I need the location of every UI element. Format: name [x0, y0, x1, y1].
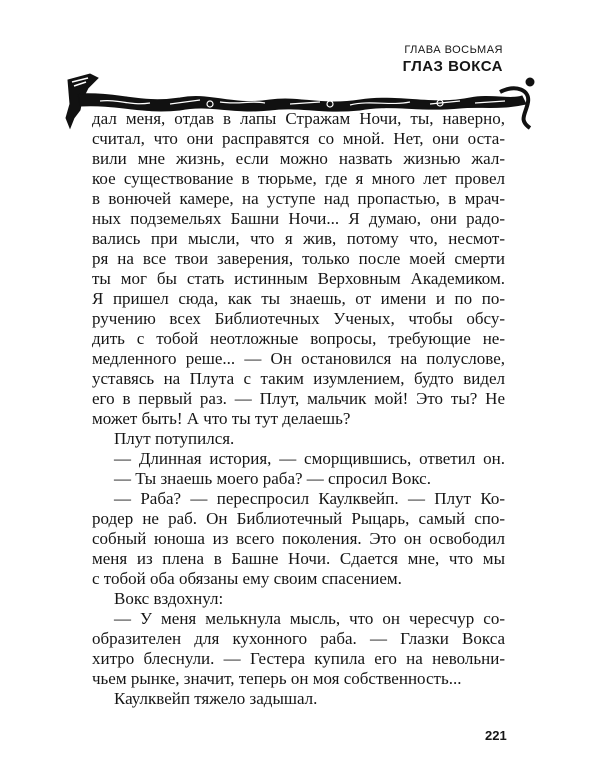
text-line: может быть! А что ты тут делаешь? — [92, 409, 351, 428]
text-line: медленного реше... — Он остановился на полуслове, — [92, 349, 505, 368]
text-line: в вонючей камере, на уступе над пропастью, в мрач- — [92, 189, 505, 208]
text-line: кое существование в тюрьме, где я много лет провел — [92, 169, 505, 188]
text-line: — Ты знаешь моего раба? — спросил Вокс. — [114, 469, 431, 488]
text-line: Я пришел сюда, как ты знаешь, от имени и по по- — [92, 289, 505, 308]
text-line: меня из плена в Башне Ночи. Сдается мне, что мы — [92, 549, 505, 568]
text-line: Каулквейп тяжело задышал. — [114, 689, 318, 708]
text-line: — У меня мелькнула мысль, что он чересчур со- — [114, 609, 505, 628]
text-line: ручению всех Библиотечных Ученых, чтобы обсу- — [92, 309, 505, 328]
text-line: вались при мысли, что я жив, потому что, несмот- — [92, 229, 505, 248]
text-line: считал, что они расправятся со мной. Нет, они оста- — [92, 129, 505, 148]
text-line: чьем рынке, значит, теперь он моя собственность... — [92, 669, 462, 688]
chapter-label: ГЛАВА ВОСЬМАЯ — [404, 44, 503, 56]
text-line: дить с тобой неотложные вопросы, требующие не- — [92, 329, 505, 348]
text-line: дал меня, отдав в лапы Стражам Ночи, ты, наверно, — [92, 109, 505, 128]
text-line: Вокс вздохнул: — [114, 589, 224, 608]
text-line: ты мог бы стать истинным Верховным Академиком. — [92, 269, 505, 288]
body-text — [92, 109, 505, 709]
text-line: ных подземельях Башни Ночи... Я думаю, они радо- — [92, 209, 505, 228]
text-line: вили мне жизнь, если можно назвать жизнью жал- — [92, 149, 505, 168]
text-line: родер не раб. Он Библиотечный Рыцарь, самый спо- — [92, 509, 505, 528]
text-line: — Раба? — переспросил Каулквейп. — Плут Ко- — [114, 489, 505, 508]
text-line: собный юноша из всего поколения. Это он освободил — [92, 529, 505, 548]
page-number: 221 — [485, 728, 507, 743]
text-line: — Длинная история, — сморщившись, ответил он. — [114, 449, 505, 468]
text-line: ря на все твои заверения, только после моей смерти — [92, 249, 505, 268]
text-line: образителен для кухонного раба. — Глазки Вокса — [92, 629, 505, 648]
text-line: уставясь на Плута с таким изумлением, будто видел — [92, 369, 505, 388]
text-line: с тобой оба обязаны ему своим спасением. — [92, 569, 402, 588]
text-line: хитро блеснули. — Гестера купила его на невольни- — [92, 649, 505, 668]
chapter-title: ГЛАЗ ВОКСА — [402, 58, 503, 75]
text-line: Плут потупился. — [114, 429, 235, 448]
text-line: его в первый раз. — Плут, мальчик мой! Это ты? Не — [92, 389, 505, 408]
